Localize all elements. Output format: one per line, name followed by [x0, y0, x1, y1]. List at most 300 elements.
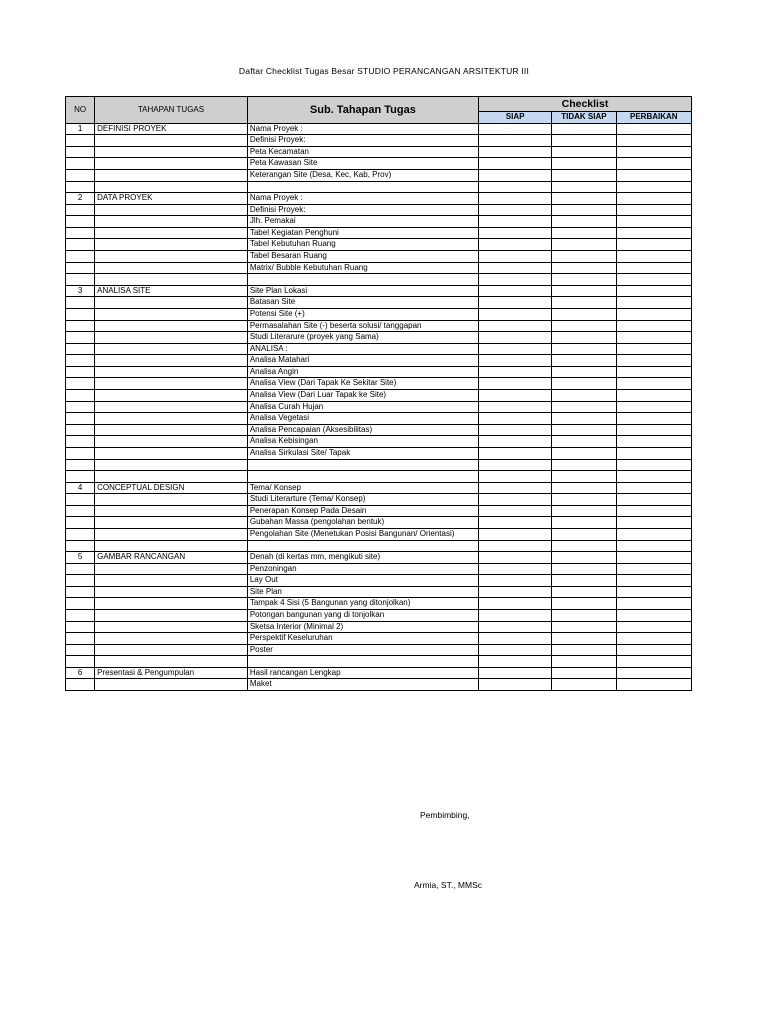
row-no-cell [66, 424, 95, 436]
row-tidak-siap-checkbox-cell[interactable] [552, 517, 616, 529]
row-tahapan-cell [95, 459, 248, 471]
row-perbaikan-checkbox-cell[interactable] [616, 401, 691, 413]
row-tidak-siap-checkbox-cell[interactable] [552, 494, 616, 506]
row-no-cell [66, 656, 95, 668]
row-siap-checkbox-cell[interactable] [478, 621, 551, 633]
table-row [66, 355, 692, 367]
row-no-cell [66, 413, 95, 425]
row-siap-checkbox-cell[interactable] [478, 204, 551, 216]
row-tidak-siap-checkbox-cell[interactable] [552, 656, 616, 668]
row-siap-checkbox-cell[interactable] [478, 598, 551, 610]
row-perbaikan-checkbox-cell[interactable] [616, 644, 691, 656]
row-tidak-siap-checkbox-cell[interactable] [552, 239, 616, 251]
table-row [66, 529, 692, 541]
row-perbaikan-checkbox-cell[interactable] [616, 204, 691, 216]
row-perbaikan-checkbox-cell[interactable] [616, 413, 691, 425]
table-row [66, 540, 692, 552]
row-perbaikan-checkbox-cell[interactable] [616, 308, 691, 320]
row-sub-tahapan-cell [247, 656, 478, 668]
table-row [66, 285, 692, 297]
row-no-cell [66, 227, 95, 239]
row-perbaikan-checkbox-cell[interactable] [616, 633, 691, 645]
row-perbaikan-checkbox-cell[interactable] [616, 656, 691, 668]
row-sub-tahapan-cell: Analisa Vegetasi [247, 413, 478, 425]
row-perbaikan-checkbox-cell[interactable] [616, 459, 691, 471]
row-tidak-siap-checkbox-cell[interactable] [552, 529, 616, 541]
row-no-cell [66, 494, 95, 506]
row-perbaikan-checkbox-cell[interactable] [616, 448, 691, 460]
row-perbaikan-checkbox-cell[interactable] [616, 285, 691, 297]
row-no-cell [66, 586, 95, 598]
row-tahapan-cell [95, 656, 248, 668]
row-sub-tahapan-cell: Definisi Proyek: [247, 135, 478, 147]
row-siap-checkbox-cell[interactable] [478, 424, 551, 436]
table-row [66, 644, 692, 656]
row-no-cell [66, 459, 95, 471]
row-perbaikan-checkbox-cell[interactable] [616, 274, 691, 286]
row-no-cell [66, 633, 95, 645]
row-perbaikan-checkbox-cell[interactable] [616, 123, 691, 135]
row-siap-checkbox-cell[interactable] [478, 633, 551, 645]
row-siap-checkbox-cell[interactable] [478, 378, 551, 390]
row-tidak-siap-checkbox-cell[interactable] [552, 378, 616, 390]
row-tidak-siap-checkbox-cell[interactable] [552, 448, 616, 460]
row-perbaikan-checkbox-cell[interactable] [616, 563, 691, 575]
row-no-cell [66, 517, 95, 529]
row-perbaikan-checkbox-cell[interactable] [616, 193, 691, 205]
row-sub-tahapan-cell [247, 181, 478, 193]
row-tidak-siap-checkbox-cell[interactable] [552, 633, 616, 645]
table-row [66, 297, 692, 309]
table-row [66, 494, 692, 506]
row-perbaikan-checkbox-cell[interactable] [616, 181, 691, 193]
row-perbaikan-checkbox-cell[interactable] [616, 505, 691, 517]
header-checklist: Checklist [478, 97, 691, 112]
row-no-cell [66, 262, 95, 274]
row-sub-tahapan-cell: Tema/ Konsep [247, 482, 478, 494]
signature-name: Armia, ST., MMSc [414, 880, 483, 890]
table-row [66, 366, 692, 378]
row-tahapan-cell [95, 609, 248, 621]
row-tahapan-cell [95, 297, 248, 309]
row-tidak-siap-checkbox-cell[interactable] [552, 146, 616, 158]
row-tidak-siap-checkbox-cell[interactable] [552, 285, 616, 297]
table-row [66, 204, 692, 216]
table-row [66, 390, 692, 402]
row-no-cell [66, 251, 95, 263]
row-tahapan-cell: GAMBAR RANCANGAN [95, 552, 248, 564]
row-tidak-siap-checkbox-cell[interactable] [552, 308, 616, 320]
row-tahapan-cell [95, 586, 248, 598]
row-perbaikan-checkbox-cell[interactable] [616, 297, 691, 309]
row-tidak-siap-checkbox-cell[interactable] [552, 424, 616, 436]
row-perbaikan-checkbox-cell[interactable] [616, 424, 691, 436]
table-row [66, 181, 692, 193]
row-tahapan-cell: ANALISA SITE [95, 285, 248, 297]
row-siap-checkbox-cell[interactable] [478, 609, 551, 621]
row-siap-checkbox-cell[interactable] [478, 644, 551, 656]
row-siap-checkbox-cell[interactable] [478, 251, 551, 263]
table-row [66, 343, 692, 355]
row-no-cell [66, 274, 95, 286]
row-siap-checkbox-cell[interactable] [478, 332, 551, 344]
row-siap-checkbox-cell[interactable] [478, 193, 551, 205]
row-siap-checkbox-cell[interactable] [478, 575, 551, 587]
row-no-cell: 2 [66, 193, 95, 205]
row-tidak-siap-checkbox-cell[interactable] [552, 181, 616, 193]
row-tahapan-cell [95, 575, 248, 587]
table-row [66, 227, 692, 239]
row-perbaikan-checkbox-cell[interactable] [616, 679, 691, 691]
row-siap-checkbox-cell[interactable] [478, 390, 551, 402]
row-tidak-siap-checkbox-cell[interactable] [552, 471, 616, 483]
row-no-cell [66, 390, 95, 402]
row-sub-tahapan-cell: Jlh. Pemakai [247, 216, 478, 228]
row-perbaikan-checkbox-cell[interactable] [616, 343, 691, 355]
row-perbaikan-checkbox-cell[interactable] [616, 552, 691, 564]
row-tidak-siap-checkbox-cell[interactable] [552, 644, 616, 656]
row-sub-tahapan-cell: Analisa Matahari [247, 355, 478, 367]
row-sub-tahapan-cell: ANALISA : [247, 343, 478, 355]
row-siap-checkbox-cell[interactable] [478, 123, 551, 135]
row-perbaikan-checkbox-cell[interactable] [616, 667, 691, 679]
row-siap-checkbox-cell[interactable] [478, 563, 551, 575]
row-sub-tahapan-cell: Potensi Site (+) [247, 308, 478, 320]
row-tahapan-cell [95, 146, 248, 158]
row-perbaikan-checkbox-cell[interactable] [616, 586, 691, 598]
row-siap-checkbox-cell[interactable] [478, 216, 551, 228]
table-row [66, 563, 692, 575]
row-siap-checkbox-cell[interactable] [478, 436, 551, 448]
table-row [66, 586, 692, 598]
row-siap-checkbox-cell[interactable] [478, 135, 551, 147]
row-tahapan-cell [95, 644, 248, 656]
row-no-cell: 6 [66, 667, 95, 679]
row-sub-tahapan-cell: Perspektif Keseluruhan [247, 633, 478, 645]
row-tahapan-cell [95, 517, 248, 529]
row-no-cell [66, 320, 95, 332]
row-sub-tahapan-cell: Lay Out [247, 575, 478, 587]
row-tahapan-cell [95, 378, 248, 390]
row-sub-tahapan-cell: Analisa Kebisingan [247, 436, 478, 448]
row-siap-checkbox-cell[interactable] [478, 146, 551, 158]
row-tahapan-cell [95, 308, 248, 320]
row-siap-checkbox-cell[interactable] [478, 482, 551, 494]
row-sub-tahapan-cell: Hasil rancangan Lengkap [247, 667, 478, 679]
row-siap-checkbox-cell[interactable] [478, 320, 551, 332]
table-row [66, 158, 692, 170]
row-siap-checkbox-cell[interactable] [478, 227, 551, 239]
row-perbaikan-checkbox-cell[interactable] [616, 378, 691, 390]
row-siap-checkbox-cell[interactable] [478, 667, 551, 679]
row-sub-tahapan-cell: Studi Literarture (Tema/ Konsep) [247, 494, 478, 506]
row-siap-checkbox-cell[interactable] [478, 586, 551, 598]
row-siap-checkbox-cell[interactable] [478, 239, 551, 251]
row-perbaikan-checkbox-cell[interactable] [616, 332, 691, 344]
table-row [66, 169, 692, 181]
row-siap-checkbox-cell[interactable] [478, 679, 551, 691]
row-tidak-siap-checkbox-cell[interactable] [552, 332, 616, 344]
row-sub-tahapan-cell: Nama Proyek : [247, 123, 478, 135]
row-tidak-siap-checkbox-cell[interactable] [552, 123, 616, 135]
row-siap-checkbox-cell[interactable] [478, 494, 551, 506]
row-tahapan-cell [95, 239, 248, 251]
row-siap-checkbox-cell[interactable] [478, 274, 551, 286]
row-tahapan-cell [95, 227, 248, 239]
row-perbaikan-checkbox-cell[interactable] [616, 355, 691, 367]
row-tahapan-cell [95, 529, 248, 541]
row-tidak-siap-checkbox-cell[interactable] [552, 621, 616, 633]
row-perbaikan-checkbox-cell[interactable] [616, 621, 691, 633]
row-tidak-siap-checkbox-cell[interactable] [552, 563, 616, 575]
row-no-cell [66, 378, 95, 390]
row-tahapan-cell: DATA PROYEK [95, 193, 248, 205]
row-tidak-siap-checkbox-cell[interactable] [552, 343, 616, 355]
row-perbaikan-checkbox-cell[interactable] [616, 320, 691, 332]
row-no-cell [66, 471, 95, 483]
table-row [66, 598, 692, 610]
row-sub-tahapan-cell: Permasalahan Site (-) beserta solusi/ tanggapan [247, 320, 478, 332]
row-no-cell [66, 332, 95, 344]
row-tahapan-cell [95, 471, 248, 483]
row-tidak-siap-checkbox-cell[interactable] [552, 413, 616, 425]
row-sub-tahapan-cell: Keterangan Site (Desa, Kec, Kab, Prov) [247, 169, 478, 181]
row-tahapan-cell [95, 169, 248, 181]
row-siap-checkbox-cell[interactable] [478, 529, 551, 541]
row-no-cell [66, 135, 95, 147]
row-perbaikan-checkbox-cell[interactable] [616, 262, 691, 274]
row-tahapan-cell [95, 251, 248, 263]
row-siap-checkbox-cell[interactable] [478, 355, 551, 367]
row-sub-tahapan-cell: Site Plan [247, 586, 478, 598]
row-tidak-siap-checkbox-cell[interactable] [552, 552, 616, 564]
row-tahapan-cell [95, 181, 248, 193]
row-siap-checkbox-cell[interactable] [478, 366, 551, 378]
row-perbaikan-checkbox-cell[interactable] [616, 482, 691, 494]
row-tahapan-cell [95, 343, 248, 355]
row-perbaikan-checkbox-cell[interactable] [616, 227, 691, 239]
row-siap-checkbox-cell[interactable] [478, 459, 551, 471]
row-perbaikan-checkbox-cell[interactable] [616, 239, 691, 251]
row-tidak-siap-checkbox-cell[interactable] [552, 667, 616, 679]
row-sub-tahapan-cell: Analisa Angin [247, 366, 478, 378]
row-perbaikan-checkbox-cell[interactable] [616, 529, 691, 541]
table-row [66, 320, 692, 332]
row-perbaikan-checkbox-cell[interactable] [616, 575, 691, 587]
row-tahapan-cell [95, 505, 248, 517]
row-sub-tahapan-cell [247, 459, 478, 471]
row-siap-checkbox-cell[interactable] [478, 413, 551, 425]
row-tidak-siap-checkbox-cell[interactable] [552, 274, 616, 286]
row-perbaikan-checkbox-cell[interactable] [616, 390, 691, 402]
row-perbaikan-checkbox-cell[interactable] [616, 436, 691, 448]
table-row [66, 274, 692, 286]
row-siap-checkbox-cell[interactable] [478, 656, 551, 668]
row-tidak-siap-checkbox-cell[interactable] [552, 251, 616, 263]
row-tahapan-cell [95, 448, 248, 460]
row-siap-checkbox-cell[interactable] [478, 448, 551, 460]
row-tahapan-cell [95, 401, 248, 413]
row-sub-tahapan-cell: Denah (di kertas mm, mengikuti site) [247, 552, 478, 564]
row-no-cell: 1 [66, 123, 95, 135]
row-siap-checkbox-cell[interactable] [478, 540, 551, 552]
table-row [66, 239, 692, 251]
table-row [66, 482, 692, 494]
row-tahapan-cell [95, 494, 248, 506]
row-tidak-siap-checkbox-cell[interactable] [552, 204, 616, 216]
row-tahapan-cell [95, 633, 248, 645]
row-tahapan-cell: CONCEPTUAL DESIGN [95, 482, 248, 494]
row-tidak-siap-checkbox-cell[interactable] [552, 262, 616, 274]
row-siap-checkbox-cell[interactable] [478, 471, 551, 483]
row-tahapan-cell [95, 158, 248, 170]
table-row [66, 656, 692, 668]
row-tidak-siap-checkbox-cell[interactable] [552, 366, 616, 378]
row-siap-checkbox-cell[interactable] [478, 297, 551, 309]
row-no-cell: 3 [66, 285, 95, 297]
row-tidak-siap-checkbox-cell[interactable] [552, 135, 616, 147]
row-tidak-siap-checkbox-cell[interactable] [552, 355, 616, 367]
table-row [66, 448, 692, 460]
row-perbaikan-checkbox-cell[interactable] [616, 517, 691, 529]
header-tahapan: TAHAPAN TUGAS [95, 97, 248, 124]
row-no-cell [66, 343, 95, 355]
header-no: NO [66, 97, 95, 124]
row-tahapan-cell [95, 320, 248, 332]
row-sub-tahapan-cell: Peta Kawasan Site [247, 158, 478, 170]
table-row [66, 251, 692, 263]
checklist-table [65, 96, 692, 691]
row-sub-tahapan-cell: Analisa Curah Hujan [247, 401, 478, 413]
row-tidak-siap-checkbox-cell[interactable] [552, 227, 616, 239]
row-sub-tahapan-cell: Gubahan Massa (pengolahan bentuk) [247, 517, 478, 529]
row-no-cell [66, 679, 95, 691]
row-tidak-siap-checkbox-cell[interactable] [552, 390, 616, 402]
row-sub-tahapan-cell: Studi Literarure (proyek yang Sama) [247, 332, 478, 344]
row-tidak-siap-checkbox-cell[interactable] [552, 436, 616, 448]
row-siap-checkbox-cell[interactable] [478, 169, 551, 181]
row-tahapan-cell [95, 540, 248, 552]
row-sub-tahapan-cell: Tabel Kebutuhan Ruang [247, 239, 478, 251]
row-perbaikan-checkbox-cell[interactable] [616, 540, 691, 552]
row-tidak-siap-checkbox-cell[interactable] [552, 505, 616, 517]
row-perbaikan-checkbox-cell[interactable] [616, 146, 691, 158]
table-row [66, 332, 692, 344]
row-tahapan-cell [95, 366, 248, 378]
row-siap-checkbox-cell[interactable] [478, 285, 551, 297]
row-siap-checkbox-cell[interactable] [478, 158, 551, 170]
row-perbaikan-checkbox-cell[interactable] [616, 135, 691, 147]
row-sub-tahapan-cell: Penerapan Konsep Pada Desain [247, 505, 478, 517]
row-tidak-siap-checkbox-cell[interactable] [552, 575, 616, 587]
row-tidak-siap-checkbox-cell[interactable] [552, 482, 616, 494]
row-no-cell [66, 401, 95, 413]
row-tidak-siap-checkbox-cell[interactable] [552, 401, 616, 413]
table-row [66, 609, 692, 621]
table-row [66, 146, 692, 158]
row-tahapan-cell [95, 598, 248, 610]
row-siap-checkbox-cell[interactable] [478, 517, 551, 529]
row-perbaikan-checkbox-cell[interactable] [616, 494, 691, 506]
row-sub-tahapan-cell: Pengolahan Site (Menetukan Posisi Bangunan/ Orientasi) [247, 529, 478, 541]
row-sub-tahapan-cell: Maket [247, 679, 478, 691]
table-row [66, 193, 692, 205]
row-tidak-siap-checkbox-cell[interactable] [552, 598, 616, 610]
row-tahapan-cell [95, 135, 248, 147]
row-perbaikan-checkbox-cell[interactable] [616, 609, 691, 621]
row-perbaikan-checkbox-cell[interactable] [616, 251, 691, 263]
row-sub-tahapan-cell: Sketsa Interior (Minimal 2) [247, 621, 478, 633]
row-no-cell: 4 [66, 482, 95, 494]
row-perbaikan-checkbox-cell[interactable] [616, 471, 691, 483]
row-tidak-siap-checkbox-cell[interactable] [552, 297, 616, 309]
row-no-cell [66, 436, 95, 448]
table-row [66, 505, 692, 517]
row-no-cell [66, 540, 95, 552]
row-tahapan-cell [95, 424, 248, 436]
row-tidak-siap-checkbox-cell[interactable] [552, 320, 616, 332]
row-perbaikan-checkbox-cell[interactable] [616, 598, 691, 610]
row-perbaikan-checkbox-cell[interactable] [616, 216, 691, 228]
row-tidak-siap-checkbox-cell[interactable] [552, 679, 616, 691]
row-siap-checkbox-cell[interactable] [478, 401, 551, 413]
row-tahapan-cell [95, 679, 248, 691]
row-sub-tahapan-cell: Tampak 4 Sisi (5 Bangunan yang ditonjolkan) [247, 598, 478, 610]
header-tidak-siap: TIDAK SIAP [552, 112, 616, 124]
row-tidak-siap-checkbox-cell[interactable] [552, 193, 616, 205]
row-sub-tahapan-cell: Nama Proyek : [247, 193, 478, 205]
row-no-cell [66, 563, 95, 575]
row-tidak-siap-checkbox-cell[interactable] [552, 169, 616, 181]
row-sub-tahapan-cell: Tabel Kegiatan Penghuni [247, 227, 478, 239]
row-perbaikan-checkbox-cell[interactable] [616, 366, 691, 378]
table-row [66, 424, 692, 436]
header-perbaikan: PERBAIKAN [616, 112, 691, 124]
row-perbaikan-checkbox-cell[interactable] [616, 158, 691, 170]
row-tidak-siap-checkbox-cell[interactable] [552, 540, 616, 552]
row-no-cell [66, 448, 95, 460]
row-tidak-siap-checkbox-cell[interactable] [552, 609, 616, 621]
header-siap: SIAP [478, 112, 551, 124]
table-row [66, 123, 692, 135]
row-siap-checkbox-cell[interactable] [478, 308, 551, 320]
table-row [66, 633, 692, 645]
row-siap-checkbox-cell[interactable] [478, 262, 551, 274]
row-sub-tahapan-cell: Analisa View (Dari Luar Tapak ke Site) [247, 390, 478, 402]
table-row [66, 575, 692, 587]
checklist-rows [66, 123, 692, 690]
table-row [66, 308, 692, 320]
row-siap-checkbox-cell[interactable] [478, 505, 551, 517]
row-no-cell [66, 158, 95, 170]
row-tidak-siap-checkbox-cell[interactable] [552, 216, 616, 228]
row-perbaikan-checkbox-cell[interactable] [616, 169, 691, 181]
row-sub-tahapan-cell [247, 540, 478, 552]
row-sub-tahapan-cell: Site Plan Lokasi [247, 285, 478, 297]
row-sub-tahapan-cell: Potongan bangunan yang di tonjolkan [247, 609, 478, 621]
row-tahapan-cell [95, 355, 248, 367]
row-siap-checkbox-cell[interactable] [478, 181, 551, 193]
row-siap-checkbox-cell[interactable] [478, 552, 551, 564]
row-siap-checkbox-cell[interactable] [478, 343, 551, 355]
row-tidak-siap-checkbox-cell[interactable] [552, 586, 616, 598]
row-tidak-siap-checkbox-cell[interactable] [552, 459, 616, 471]
row-no-cell [66, 308, 95, 320]
table-row [66, 216, 692, 228]
row-tidak-siap-checkbox-cell[interactable] [552, 158, 616, 170]
row-no-cell [66, 529, 95, 541]
row-no-cell [66, 598, 95, 610]
